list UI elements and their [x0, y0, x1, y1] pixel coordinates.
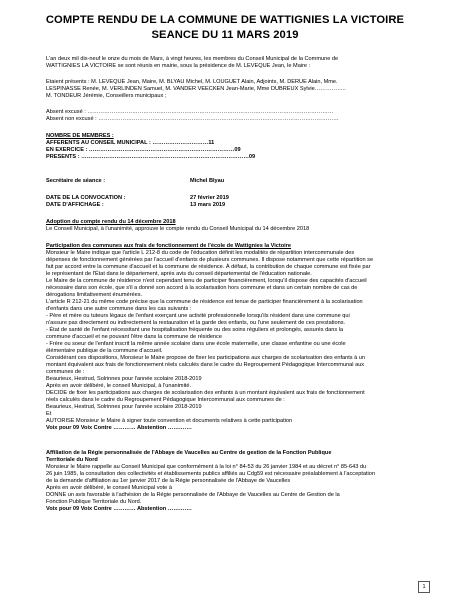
presents-line: M. TONDEUR Jérémie, Conseillers municipaux ;	[46, 93, 167, 99]
affiliation-heading: Affiliation de la Régie personnalisée de l'Abbaye de Vaucelles au Centre de gestion de la Fonction Publique	[46, 450, 332, 456]
participation-line: commune d'accueil et ne pouvant l'être dans la commune de résidence	[46, 334, 222, 340]
intro-line: L'an deux mil dix-neuf le onze du mois de Mars, à vingt heures, les membres du Conseil Municipal de la Commune de	[46, 56, 339, 62]
participation-line: dérogations limitativement énumérées.	[46, 292, 143, 298]
presents-line: Etaient présents : M. LEVEQUE Jean, Maire, M. BLYAU Michel, M. LOUGUET Alain, Adjoints, M. DERUE Alain, Mme.	[46, 79, 338, 85]
participation-line: L'article R 212-21 du même code précise que la commune de résidence est tenue de participer financièrement à la scolarisation	[46, 299, 363, 305]
affichage-value: 13 mars 2019	[190, 202, 226, 208]
document-subtitle: SEANCE DU 11 MARS 2019	[151, 29, 299, 41]
participation-line: n'assure pas directement ou indirectement la restauration et la garde des enfants, ou l'une seulement de ces prestations.	[46, 320, 346, 326]
affiliation-line: Après en avoir délibéré, le conseil Municipal vote à	[46, 485, 172, 491]
participation-line: fait par accord entre la commune d'accueil et la commune de résidence. À défaut, la contribution de chaque commune est fixée par	[46, 264, 371, 270]
participation-heading: Participation des communes aux frais de fonctionnement de l'école de Wattignies la Victoire	[46, 243, 292, 249]
secretaire-value: Michel Blyau	[190, 178, 225, 184]
participation-line: - État de santé de l'enfant nécessitant une hospitalisation fréquente ou des soins réguliers et prolongés, assurés dans la	[46, 327, 344, 333]
adoption-text: Le Conseil Municipal, à l'unanimité, approuve le compte rendu du Conseil Municipal du 14 décembre 2018	[46, 226, 310, 232]
affiliation-heading-cont: Territoriale du Nord	[46, 457, 98, 463]
absent-non-excuse: Absent non excusé : …………………………………………………………………………………………………………………	[46, 116, 339, 122]
convocation-label: DATE DE LA CONVOCATION :	[46, 195, 126, 201]
page-number: 1	[418, 581, 430, 593]
presents-line: LESPINASSE Renée, M. VERLINDEN Samuel, M. VANDER VEECKEN Jean-Marie, Mme DUBREUX Sylvie……………..	[46, 86, 346, 92]
affiliation-line: 26 juin 1985, la consultation des collectivités et établissements publics affiliés au Cdg59 est nécessaire préalablement à l'acceptation	[46, 471, 376, 477]
participation-line: Beaurieux, Hestrud, Solrinnes pour l'année scolaire 2018-2019	[46, 376, 202, 382]
participation-line: dépenses de fonctionnement générées par l'accueil d'enfants de plusieurs communes. Il dispose notamment que cette répartition se	[46, 257, 374, 263]
affiliation-line: de la demande d'affiliation au 1er janvier 2017 de la Régie personnalisée de l'Abbaye de Vaucelles	[46, 478, 291, 484]
participation-line: élémentaire publique de la commune d'accueil.	[46, 348, 163, 354]
participation-line: - Frère ou soeur de l'enfant inscrit la même année scolaire dans une école maternelle, une classe enfantine ou une école	[46, 341, 346, 347]
absent-excuse: Absent excusé : ……………………………………………………………………………………………………………………	[46, 109, 334, 115]
participation-line: Et	[46, 411, 52, 417]
convocation-value: 27 février 2019	[190, 195, 229, 201]
participation-line: d'enfants dans une autre commune dans les cas suivants :	[46, 306, 192, 312]
participation-line: Beaurieux, Hestrud, Solrinnes pour l'année scolaire 2018-2019	[46, 404, 202, 410]
participation-line: Monsieur le Maire indique que l'article L 212-8 du code de l'éducation définit les modalités de répartition intercommunale des	[46, 250, 355, 256]
participation-line: Considérant ces dispositions, Monsieur le Maire propose de fixer les participations aux charges de scolarisation des enfants à un	[46, 355, 366, 361]
affichage-label: DATE D'AFFICHAGE :	[46, 202, 104, 208]
members-presents: PRESENTS : ………………………………………………………………………………09	[46, 154, 256, 160]
vote-result: Voix pour 09 Voix Contre ………… Abstention ………….	[46, 425, 192, 431]
participation-line: réels calculés dans le cadre du Regroupement Pédagogique Intercommunal aux communes de :	[46, 397, 285, 403]
vote-result: Voix pour 09 Voix Contre ………… Abstention ………….	[46, 506, 192, 512]
affiliation-line: DONNE un avis favorable à l'adhésion de la Régie personnalisée de l'Abbaye de Vaucelles au Centre de Gestion de la	[46, 492, 340, 498]
participation-line: Le Maire de la commune de résidence n'est cependant tenu de participer financièrement, lorsqu'il dispose des capacités d'accueil	[46, 278, 367, 284]
participation-line: montant équivalent aux frais de fonctionnement réels calculés dans le cadre du Regroupement Pédagogique Intercommunal aux	[46, 362, 365, 368]
participation-line: nécessaire dans son école, que s'il a donné son accord à la scolarisation hors commune et dans un certain nombre de cas de	[46, 285, 358, 291]
participation-line: DECIDE de fixer les participations aux charges de scolarisation des enfants à un montant équivalent aux frais de fonctionnement	[46, 390, 365, 396]
participation-line: - Père et mère ou tuteurs légaux de l'enfant exerçant une activité professionnelle lorsqu'ils résident dans une commune qui	[46, 313, 350, 319]
secretaire-label: Secrétaire de séance :	[46, 178, 106, 184]
affiliation-line: Monsieur le Maire rappelle au Conseil Municipal que conformément à la loi n° 84-53 du 26 janvier 1984 et au décret n° 85-643 du	[46, 464, 367, 470]
affiliation-line: Fonction Publique Territoriale du Nord.	[46, 499, 142, 505]
document-title: COMPTE RENDU DE LA COMMUNE DE WATTIGNIES LA VICTOIRE	[45, 14, 405, 26]
members-afferents: AFFERENTS AU CONSEIL MUNICIPAL : …………………………11	[46, 140, 215, 146]
adoption-heading: Adoption du compte rendu du 14 décembre 2018	[46, 219, 176, 225]
participation-line: communes de :	[46, 369, 85, 375]
participation-line: Après en avoir délibéré, le conseil Municipal, à l'unanimité.	[46, 383, 192, 389]
intro-line: WATTIGNIES LA VICTOIRE se sont réunis en mairie, sous la présidence de M. LEVEQUE Jean, le Maire :	[46, 63, 311, 69]
members-heading: NOMBRE DE MEMBRES :	[46, 133, 114, 139]
participation-line: le représentant de l'État dans le département, après avis du conseil départemental de l'éducation nationale.	[46, 271, 312, 277]
members-exercice: EN EXERCICE : ……………………………………………………………………09	[46, 147, 241, 153]
participation-line: AUTORISE Monsieur le Maire à signer toute convention et documents relatives à cette participation	[46, 418, 293, 424]
